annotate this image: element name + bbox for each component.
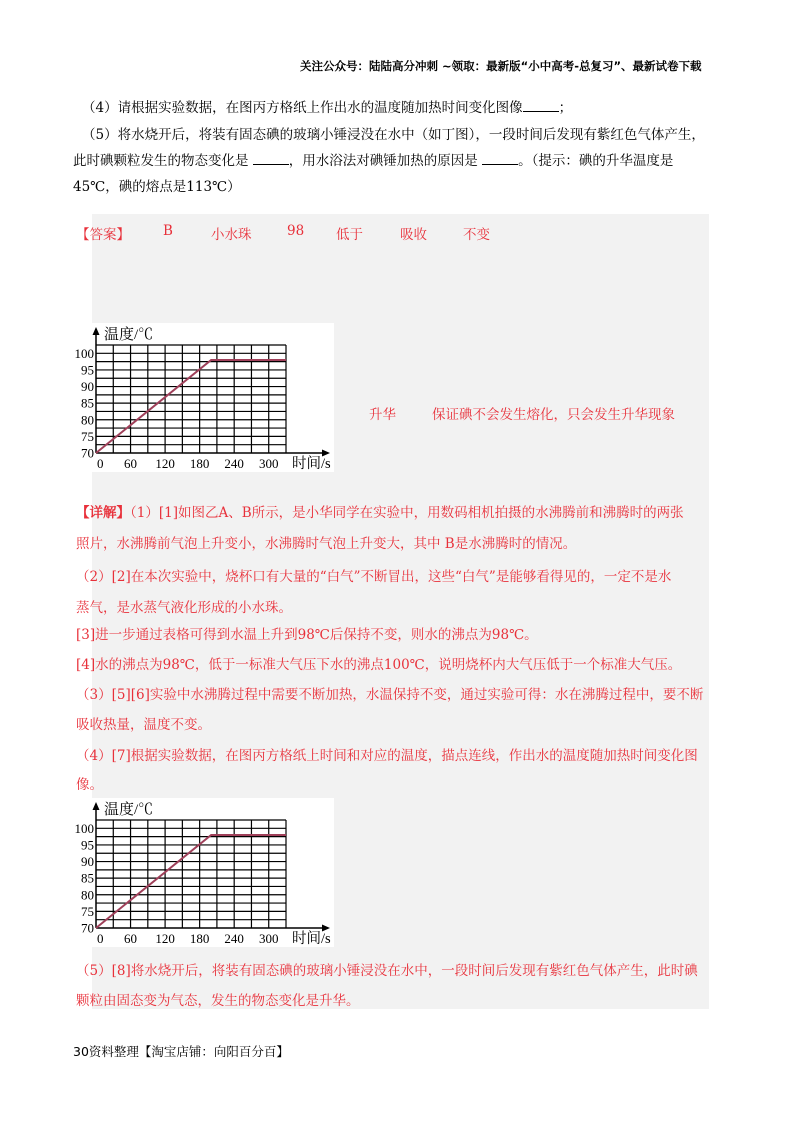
x-axis-label: 时间/s — [292, 456, 331, 472]
question-5-line2-b: ，用水浴法对碘锤加热的原因是 — [288, 153, 478, 169]
y-tick-label: 90 — [81, 854, 94, 870]
question-5-line1: （5）将水烧开后，将装有固态碘的玻璃小锤浸没在水中（如丁图），一段时间后发现有紫红色气体产生， — [82, 127, 705, 143]
detail-p1a-text: （1）[1]如图乙A、B所示，是小华同学在实验中，用数码相机拍摄的水沸腾前和沸腾时的两张 — [130, 505, 684, 521]
x-axis-label: 时间/s — [292, 931, 331, 947]
detail-p2b: 蒸气，是水蒸气液化形成的小水珠。 — [76, 600, 292, 616]
question-5-line2-c: 。（提示：碘的升华温度是 — [518, 153, 674, 169]
x-tick-label: 240 — [224, 931, 244, 946]
question-4-text: （4）请根据实验数据，在图丙方格纸上作出水的温度随加热时间变化图像 — [82, 100, 523, 116]
detail-p2a: （2）[2]在本次实验中，烧杯口有大量的“白气”不断冒出，这些“白气”是能够看得见的，一定不是水 — [76, 569, 672, 585]
page-number: 30 — [73, 1044, 89, 1059]
detail-p5a: （3）[5][6]实验中水沸腾过程中需要不断加热，水温保持不变，通过实验可得：水在沸腾过程中，要不断 — [76, 687, 704, 703]
answer-item: 吸收 — [400, 227, 427, 243]
x-tick-label: 180 — [189, 931, 210, 946]
answer-label: 【答案】 — [76, 227, 130, 243]
answer-blank — [253, 152, 289, 165]
y-tick-label: 85 — [81, 870, 94, 886]
answer-item: 低于 — [336, 227, 363, 243]
y-tick-label: 80 — [81, 887, 94, 903]
answer-blank — [523, 99, 559, 112]
detail-p7b: 颗粒由固态变为气态，发生的物态变化是升华。 — [76, 993, 360, 1009]
y-axis-label: 温度/℃ — [104, 802, 154, 818]
detail-p4: [4]水的沸点为98℃，低于一标准大气压下水的沸点100℃，说明烧杯内大气压低于一个标准大气压。 — [76, 657, 682, 673]
y-tick-label: 95 — [81, 362, 94, 378]
temperature-line — [96, 835, 286, 928]
temperature-line — [96, 360, 286, 453]
answer-item: 小水珠 — [211, 227, 252, 243]
y-tick-label: 70 — [81, 920, 94, 936]
x-tick-label: 60 — [124, 931, 138, 946]
x-tick-label: 0 — [97, 931, 104, 946]
detail-p6a: （4）[7]根据实验数据，在图丙方格纸上时间和对应的温度，描点连线，作出水的温度随加热时间变化图 — [76, 748, 698, 764]
x-tick-label: 60 — [124, 456, 138, 471]
question-5-line2-a: 此时碘颗粒发生的物态变化是 — [73, 153, 249, 169]
question-4 — [82, 95, 572, 121]
x-tick-label: 180 — [189, 456, 210, 471]
y-axis-label: 温度/℃ — [104, 327, 154, 343]
answer-extra-2: 保证碘不会发生熔化，只会发生升华现象 — [432, 407, 675, 423]
detail-p1a — [76, 500, 684, 526]
temperature-time-graph — [72, 798, 334, 947]
page-footer — [73, 1042, 289, 1060]
y-tick-label: 90 — [81, 379, 94, 395]
x-tick-label: 120 — [155, 456, 175, 471]
answer-item: 不变 — [463, 227, 490, 243]
footer-text: 资料整理【淘宝店铺：向阳百分百】 — [88, 1044, 289, 1059]
detail-p7a: （5）[8]将水烧开后，将装有固态碘的玻璃小锤浸没在水中，一段时间后发现有紫红色气体产生，此时碘 — [76, 963, 698, 979]
answer-blank — [482, 152, 518, 165]
y-tick-label: 75 — [81, 428, 94, 444]
temperature-time-graph — [72, 323, 334, 472]
answer-item: B — [163, 223, 173, 239]
detail-p5b: 吸收热量，温度不变。 — [76, 717, 211, 733]
y-tick-label: 95 — [81, 837, 94, 853]
y-tick-label: 100 — [74, 345, 94, 361]
x-tick-label: 0 — [97, 456, 104, 471]
y-tick-label: 85 — [81, 395, 94, 411]
detail-p1b: 照片，水沸腾前气泡上升变小，水沸腾时气泡上升变大，其中 B是水沸腾时的情况。 — [76, 536, 577, 552]
question-5-line3: 45℃，碘的熔点是113℃） — [73, 179, 241, 195]
question-4-end: ； — [558, 100, 573, 116]
detail-label: 【详解】 — [76, 505, 130, 521]
page-header: 关注公众号：陆陆高分冲刺 ~领取：最新版“小中高考-总复习”、最新试卷下载 — [300, 59, 702, 73]
answer-item: 98 — [287, 223, 305, 239]
y-axis-arrow — [93, 327, 100, 335]
y-tick-label: 80 — [81, 412, 94, 428]
detail-p3: [3]进一步通过表格可得到水温上升到98℃后保持不变，则水的沸点为98℃。 — [76, 627, 538, 643]
y-axis-arrow — [93, 802, 100, 810]
y-tick-label: 75 — [81, 903, 94, 919]
x-tick-label: 120 — [155, 931, 175, 946]
x-tick-label: 240 — [224, 456, 244, 471]
answer-extra-1: 升华 — [369, 407, 396, 423]
x-tick-label: 300 — [258, 931, 279, 946]
x-tick-label: 300 — [258, 456, 279, 471]
question-5-line2 — [73, 148, 673, 174]
y-tick-label: 70 — [81, 445, 94, 461]
y-tick-label: 100 — [74, 820, 94, 836]
detail-p6b: 像。 — [76, 777, 103, 793]
